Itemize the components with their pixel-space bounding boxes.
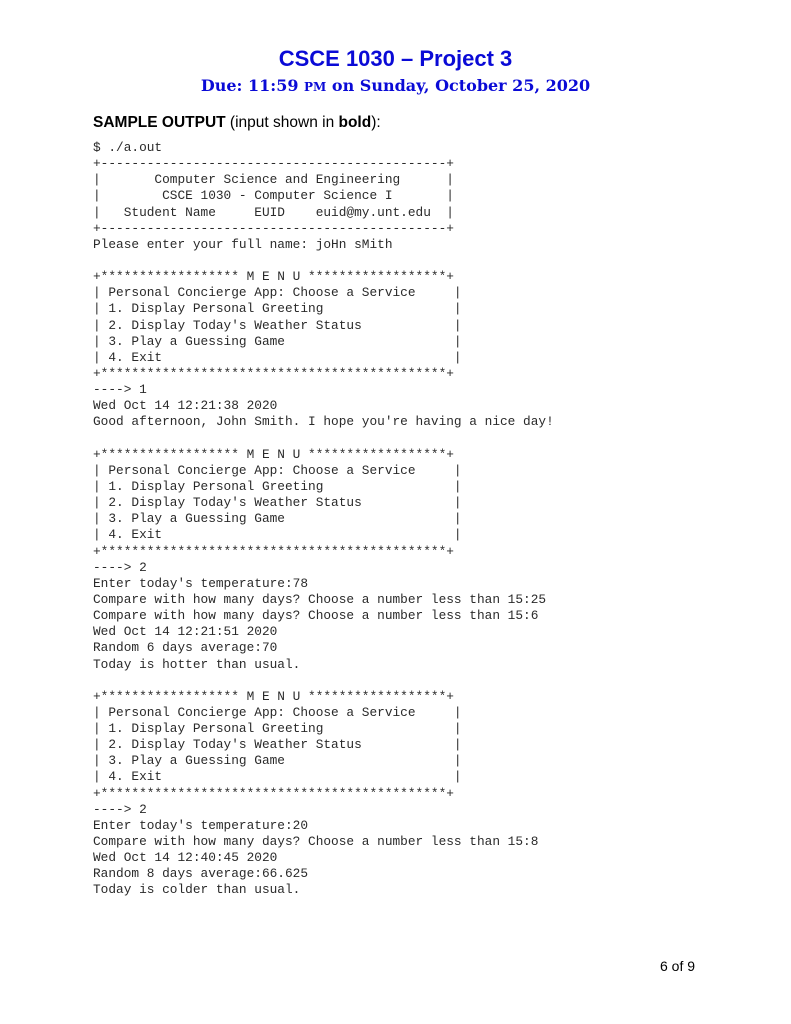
terminal-line: +*********************************************+ (93, 785, 454, 801)
sample-output-label: SAMPLE OUTPUT (93, 114, 226, 131)
terminal-output (93, 140, 554, 899)
terminal-line: | 4. Exit | (93, 349, 462, 365)
terminal-line: +****************** M E N U ******************+ (93, 446, 454, 462)
terminal-line: Compare with how many days? Choose a number less than 15:6 (93, 608, 539, 624)
terminal-line: ----> 2 (93, 559, 147, 575)
terminal-line: | CSCE 1030 - Computer Science I | (93, 188, 454, 204)
terminal-line: +---------------------------------------------+ (93, 220, 454, 236)
terminal-line: Wed Oct 14 12:21:51 2020 (93, 624, 278, 640)
terminal-line: | Computer Science and Engineering | (93, 172, 454, 188)
terminal-line: Wed Oct 14 12:40:45 2020 (93, 850, 278, 866)
terminal-line: | 1. Display Personal Greeting | (93, 721, 462, 737)
terminal-line: | Student Name EUID euid@my.unt.edu | (93, 204, 454, 220)
sample-output-bold-word: bold (338, 114, 372, 131)
terminal-line: | 3. Play a Guessing Game | (93, 511, 462, 527)
terminal-line: $ ./a.out (93, 140, 163, 155)
terminal-line: +****************** M E N U ******************+ (93, 269, 454, 285)
document-title: CSCE 1030 – Project 3 (278, 46, 513, 71)
terminal-line: Compare with how many days? Choose a number less than 15:25 (93, 591, 547, 607)
terminal-line: | 3. Play a Guessing Game | (93, 333, 462, 349)
sample-output-heading (93, 114, 381, 132)
terminal-line: Wed Oct 14 12:21:38 2020 (93, 398, 278, 414)
terminal-line: +****************** M E N U ******************+ (93, 688, 454, 704)
terminal-line: | 3. Play a Guessing Game | (93, 753, 462, 769)
sample-output-note: (input shown in (225, 114, 339, 131)
due-pm: PM (304, 80, 327, 94)
terminal-line: Today is hotter than usual. (93, 656, 301, 672)
terminal-line: Good afternoon, John Smith. I hope you're having a nice day! (93, 414, 554, 430)
terminal-line (93, 253, 554, 269)
terminal-line: | 4. Exit | (93, 527, 462, 543)
terminal-line: ----> 2 (93, 801, 147, 817)
terminal-line (93, 431, 554, 447)
terminal-line: +*********************************************+ (93, 543, 454, 559)
terminal-line: | 2. Display Today's Weather Status | (93, 737, 462, 753)
terminal-line: Enter today's temperature:78 (93, 575, 309, 591)
terminal-line: | 1. Display Personal Greeting | (93, 478, 462, 494)
terminal-line: +*********************************************+ (93, 365, 454, 381)
terminal-line: Random 6 days average:70 (93, 640, 278, 656)
terminal-line: | Personal Concierge App: Choose a Service | (93, 462, 462, 478)
terminal-line: ----> 1 (93, 382, 147, 398)
terminal-line: | 1. Display Personal Greeting | (93, 301, 462, 317)
due-prefix: Due: 11:59 (200, 76, 305, 95)
terminal-line: | Personal Concierge App: Choose a Service | (93, 704, 462, 720)
terminal-line (93, 673, 554, 689)
terminal-line: Please enter your full name: joHn sMith (93, 236, 393, 252)
terminal-line: | 2. Display Today's Weather Status | (93, 495, 462, 511)
page-number: 6 of 9 (660, 958, 696, 974)
terminal-line: | 2. Display Today's Weather Status | (93, 317, 462, 333)
terminal-line: +---------------------------------------------+ (93, 156, 454, 172)
terminal-line: | Personal Concierge App: Choose a Service | (93, 285, 462, 301)
terminal-line: Compare with how many days? Choose a number less than 15:8 (93, 834, 539, 850)
terminal-line: Today is colder than usual. (93, 882, 301, 898)
terminal-line: Random 8 days average:66.625 (93, 866, 309, 882)
terminal-line: | 4. Exit | (93, 769, 462, 785)
due-suffix: on Sunday, October 25, 2020 (326, 76, 591, 95)
sample-output-note-end: ): (371, 114, 381, 131)
due-date (0, 76, 791, 95)
terminal-line: Enter today's temperature:20 (93, 817, 309, 833)
